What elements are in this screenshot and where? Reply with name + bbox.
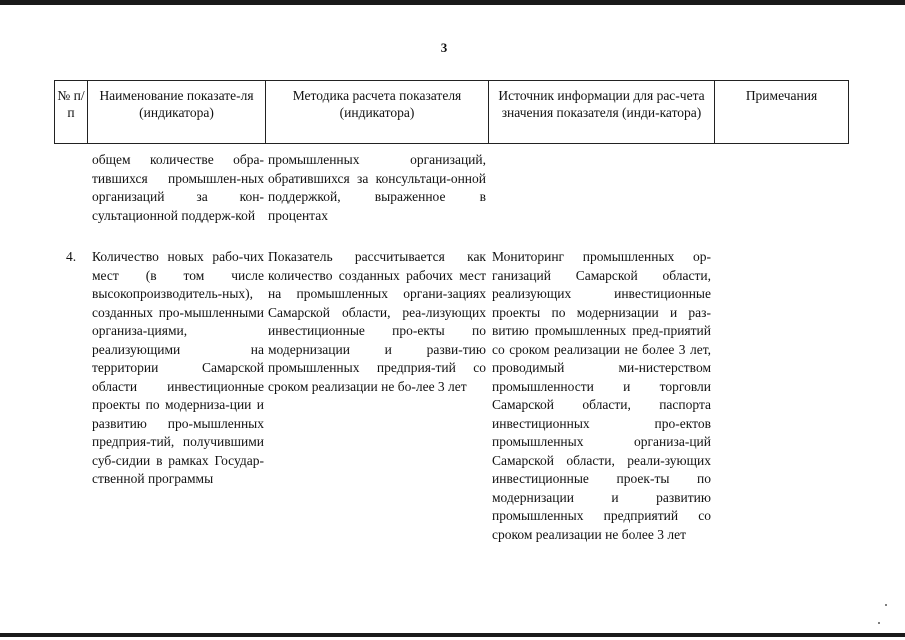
- row-indicator-name: Количество новых рабо-чих мест (в том числе высокопроизводитель-ных), созданных про-мышленными организа-циями, реализующими на территории Самарской области инвестиционные проекты по модерниза-ции и развитию про-мышленных предприя-тий, получившими суб-сидии в рамках Государ-ственной программы: [92, 249, 264, 486]
- scan-speck: [885, 604, 887, 606]
- row-information-source: Мониторинг промышленных ор-ганизаций Самарской области, реализующих инвестиционные проекты по модернизации и раз-витию промышленных пред-приятий со сроком реализации не более 3 лет, проводимый ми-нистерством промышленности и торговли Самарской области, паспорта инвестиционных про-ектов промышленных организа-ций Самарской области, реали-зующих инвестиционные проек-ты по модернизации и развитию промышленных предприятий со сроком реализации не более 3 лет: [492, 249, 711, 542]
- row-number: 4.: [66, 249, 77, 264]
- continuation-indicator-name: общем количестве обра-тившихся промышлен-ных организаций за кон-сультационной поддерж-кой: [92, 152, 264, 223]
- header-calculation-method: Методика расчета показателя (индикатора): [292, 88, 462, 120]
- header-number: № п/п: [57, 88, 85, 120]
- table-header-row: [54, 80, 849, 144]
- continuation-calculation-method: промышленных организаций, обратившихся за консультаци-онной поддержкой, выраженное в процентах: [268, 152, 486, 223]
- header-indicator-name: Наименование показате-ля (индикатора): [99, 88, 254, 120]
- header-information-source: Источник информации для рас-чета значения показателя (инди-катора): [498, 88, 705, 120]
- row-calculation-method: Показатель рассчитывается как количество созданных рабочих мест на промышленных органи-зациях Самарской области, реа-лизующих инвестиционные про-екты по модернизации и разви-тию промышленных предприя-тий со сроком реализации не бо-лее 3 лет: [268, 249, 486, 394]
- page-number: 3: [440, 40, 448, 55]
- scan-edge-bottom: [0, 633, 905, 637]
- scan-edge-top: [0, 0, 905, 5]
- header-notes: Примечания: [745, 88, 818, 103]
- scan-speck: [878, 622, 880, 624]
